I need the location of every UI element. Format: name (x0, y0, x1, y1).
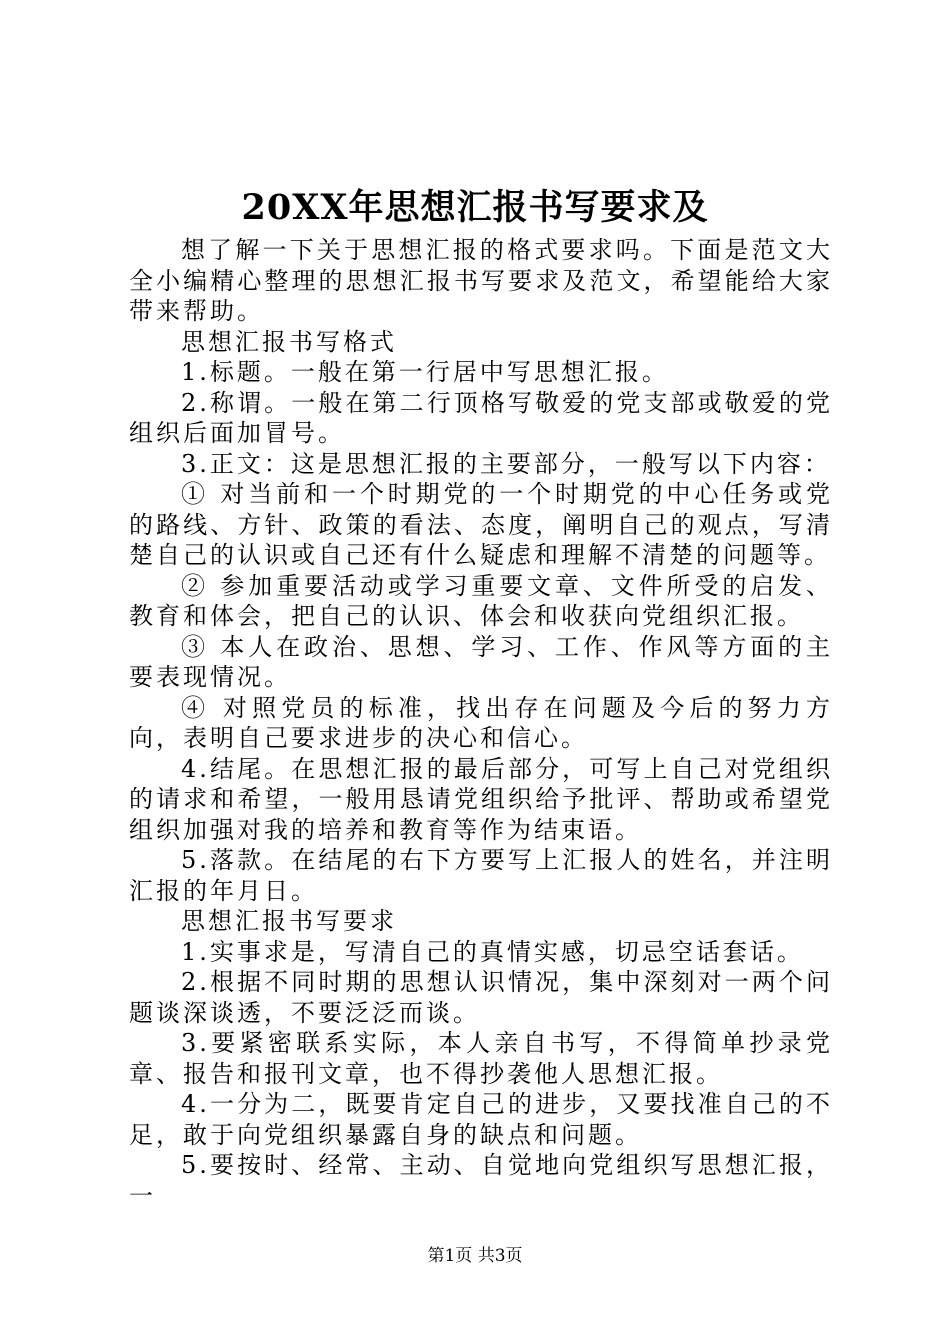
section-heading-requirements: 思想汇报书写要求 (181, 907, 397, 935)
paragraph-format-salutation: 2.称谓。一般在第二行顶格写敬爱的党支部或敬爱的党组织后面加冒号。 (129, 388, 833, 447)
paragraph-body-item-3: ③ 本人在政治、思想、学习、工作、作风等方面的主要表现情况。 (129, 632, 833, 691)
section-heading-format: 思想汇报书写格式 (181, 327, 397, 356)
paragraph-requirement-4: 4.一分为二，既要肯定自己的进步，又要找准自己的不足，敢于向党组织暴露自身的缺点和问题。 (129, 1090, 833, 1149)
paragraph-format-title: 1.标题。一般在第一行居中写思想汇报。 (181, 358, 669, 386)
paragraph-intro: 想了解一下关于思想汇报的格式要求吗。下面是范文大全小编精心整理的思想汇报书写要求及范文，希望能给大家带来帮助。 (129, 236, 833, 325)
paragraph-format-ending: 4.结尾。在思想汇报的最后部分，可写上自己对党组织的请求和希望，一般用恳请党组织给予批评、帮助或希望党组织加强对我的培养和教育等作为结束语。 (129, 754, 833, 844)
paragraph-requirement-3: 3.要紧密联系实际，本人亲自书写，不得简单抄录党章、报告和报刊文章，也不得抄袭他人思想汇报。 (129, 1029, 833, 1088)
document-body (129, 235, 833, 1211)
document-title: 20XX年思想汇报书写要求及 (241, 187, 709, 228)
paragraph-body-item-1: ① 对当前和一个时期党的一个时期党的中心任务或党的路线、方针、政策的看法、态度，阐明自己的观点，写清楚自己的认识或自己还有什么疑虑和理解不清楚的问题等。 (129, 480, 833, 569)
paragraph-requirement-2: 2.根据不同时期的思想认识情况，集中深刻对一两个问题谈深谈透，不要泛泛而谈。 (129, 968, 833, 1027)
paragraph-format-signature: 5.落款。在结尾的右下方要写上汇报人的姓名，并注明汇报的年月日。 (129, 846, 833, 905)
paragraph-requirement-1: 1.实事求是，写清自己的真情实感，切忌空话套话。 (181, 937, 804, 966)
paragraph-requirement-5: 5.要按时、经常、主动、自觉地向党组织写思想汇报，一 (129, 1151, 833, 1210)
paragraph-body-item-2: ② 参加重要活动或学习重要文章、文件所受的启发、教育和体会，把自己的认识、体会和收获向党组织汇报。 (129, 571, 833, 630)
page-number-footer: 第1页 共3页 (427, 1246, 523, 1266)
paragraph-format-body: 3.正文：这是思想汇报的主要部分，一般写以下内容： (181, 449, 831, 478)
paragraph-body-item-4: ④ 对照党员的标准，找出存在问题及今后的努力方向，表明自己要求进步的决心和信心。 (129, 693, 833, 752)
